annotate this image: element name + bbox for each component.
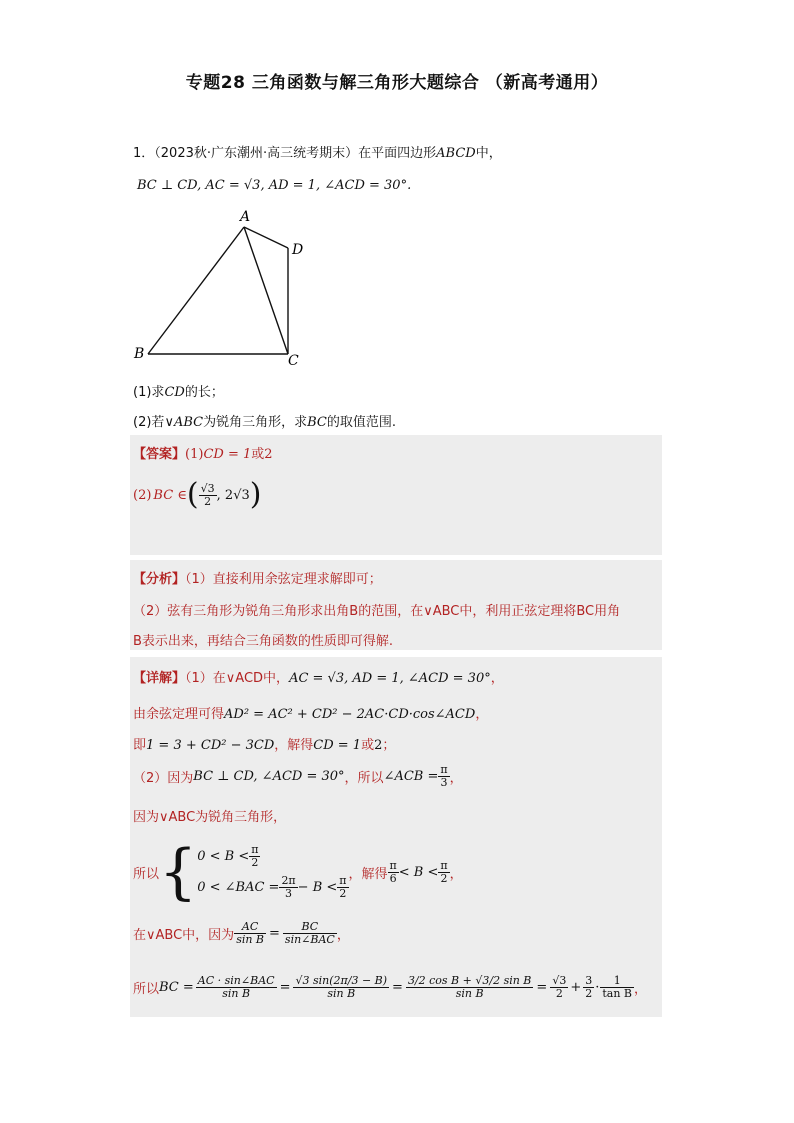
detail-s6-b: ，解得	[348, 866, 388, 882]
range-low-den: 6	[389, 871, 397, 885]
bc-eq-3: =	[536, 979, 548, 995]
bc-f5-num: 3	[585, 973, 593, 987]
ineq-1-left: 0 < B <	[197, 849, 250, 864]
detail-s7: 在∨ABC中，因为	[133, 927, 235, 943]
bc-f3-num: 3/2 cos B + √3/2 sin B	[407, 973, 532, 987]
ineq-2-fraction-a	[279, 875, 297, 900]
problem-line-1	[133, 142, 502, 161]
detail-s3-e: 2	[374, 738, 383, 753]
ineq-2-num-b: π	[339, 874, 347, 887]
detail-tag: 【详解】	[133, 671, 186, 686]
bc-f1-num: AC · sin∠BAC	[197, 973, 275, 987]
question-1	[133, 381, 224, 400]
bc-fraction-4	[550, 975, 568, 1000]
bc-fraction-3	[406, 975, 533, 1000]
answer-line-2	[133, 475, 261, 515]
diagonal-ac	[244, 227, 288, 354]
detail-s2-math: AD² = AC² + CD² − 2AC·CD·cos∠ACD	[224, 707, 476, 722]
vertex-label-c: C	[288, 353, 299, 366]
detail-s1: （1）在∨ACD中，	[185, 671, 290, 686]
detail-s4-math: BC ⊥ CD, ∠ACD = 30°	[193, 768, 345, 784]
analysis-line-2: （2）弦有三角形为锐角三角形求出角B的范围，在∨ABC中，利用正弦定理将BC用角	[133, 604, 621, 619]
detail-s3-f: ；	[382, 738, 396, 753]
detail-s4-fraction	[438, 764, 449, 789]
detail-s2-end: ，	[475, 707, 489, 722]
sine-law-left	[234, 921, 266, 946]
detail-s4-end: ，	[449, 770, 463, 786]
answer-2-upper: , 2√3	[216, 487, 250, 503]
detail-s4-c: ∠ACB =	[383, 768, 439, 784]
detail-s1-end: ，	[490, 671, 504, 686]
q2-pre: 若	[151, 415, 165, 430]
bc-eq-2: =	[392, 979, 403, 995]
detail-s3: 即	[133, 738, 147, 753]
problem-intro: 在平面四边形	[358, 146, 437, 161]
problem-number: 1．	[133, 146, 155, 161]
detail-s3-math: 1 = 3 + CD² − 3CD	[146, 738, 275, 753]
vertex-label-d: D	[292, 242, 304, 258]
range-mid: < B <	[398, 864, 439, 880]
detail-s4-den: 3	[440, 775, 448, 789]
bc-plus: +	[570, 979, 582, 995]
q2-bc: BC	[307, 415, 327, 430]
question-2	[133, 411, 396, 430]
detail-line-5: 因为∨ABC为锐角三角形，	[133, 810, 287, 825]
answer-2-lower-num: √3	[200, 481, 215, 495]
detail-s3-d: 或	[361, 738, 375, 753]
bc-f4-num: √3	[552, 973, 567, 987]
answer-1-alt: 2	[264, 447, 273, 462]
sine-law-right	[283, 921, 337, 946]
bc-label: BC =	[159, 979, 194, 995]
q1-text: 求	[151, 385, 165, 400]
sine-law-right-num: BC	[283, 921, 337, 934]
detail-line-1	[133, 667, 504, 686]
q2-mid: 为锐角三角形，求	[203, 415, 308, 430]
bc-f4-den: 2	[555, 986, 563, 1000]
answer-2-lower-den: 2	[204, 494, 212, 508]
vertex-label-b: B	[134, 346, 145, 362]
detail-s8-end: ，	[634, 981, 648, 997]
detail-s4-num: π	[440, 762, 448, 776]
q1-cd: CD	[164, 385, 185, 400]
bc-fraction-6	[600, 975, 634, 1000]
sine-law-left-num: AC	[234, 921, 266, 934]
ineq-2-mid: − B <	[297, 880, 338, 895]
ineq-1-fraction	[249, 844, 260, 869]
q2-number: (2)	[133, 415, 152, 430]
detail-s3-b: ，解得	[274, 738, 314, 753]
page-title: 专题28 三角函数与解三角形大题综合 （新高考通用）	[185, 73, 609, 93]
analysis-line-3: B表示出来，再结合三角函数的性质即可得解.	[133, 634, 394, 649]
q2-end: 的取值范围.	[326, 415, 396, 430]
detail-s6: 所以	[133, 866, 160, 882]
problem-source: （2023秋·广东潮州·高三统考期末）	[154, 146, 359, 161]
ineq-1-den: 2	[251, 856, 259, 869]
ineq-2-den-b: 2	[339, 887, 347, 900]
bc-dot: ·	[595, 979, 600, 995]
inequality-row-2	[197, 875, 348, 900]
bc-f1-den: sin B	[222, 986, 251, 1000]
range-high-den: 2	[440, 871, 448, 885]
analysis-line-1	[133, 568, 382, 587]
open-paren: (	[186, 477, 199, 512]
detail-s2: 由余弦定理可得	[133, 707, 225, 722]
inequality-system	[197, 844, 348, 900]
bc-f2-den: sin B	[327, 986, 356, 1000]
sine-law-right-den: sin∠BAC	[284, 932, 335, 946]
ineq-2-den-a: 3	[285, 887, 293, 900]
answer-1-label: (1)	[185, 447, 204, 462]
detail-line-3	[133, 734, 395, 753]
answer-2-lower-fraction	[199, 483, 217, 508]
q2-triangle: ∨ABC	[164, 415, 204, 430]
bc-f5-den: 2	[585, 986, 593, 1000]
detail-s8: 所以	[133, 981, 160, 997]
vertex-label-a: A	[240, 209, 251, 225]
bc-eq-1: =	[279, 979, 291, 995]
detail-line-8	[133, 962, 647, 1012]
bc-f6-den: tan B	[602, 986, 633, 1000]
answer-2-bc: BC ∈	[153, 487, 187, 503]
ineq-2-left: 0 < ∠BAC =	[197, 880, 280, 895]
detail-line-4	[133, 760, 463, 792]
detail-s3-c: CD = 1	[313, 738, 362, 753]
edge-ab	[148, 227, 244, 354]
detail-s7-end: ，	[336, 927, 350, 943]
ineq-1-num: π	[251, 843, 259, 856]
given-conditions: BC ⊥ CD, AC = √3, AD = 1, ∠ACD = 30°.	[137, 178, 412, 193]
quadrilateral-figure	[130, 206, 310, 366]
detail-s1-math: AC = √3, AD = 1, ∠ACD = 30°	[289, 671, 491, 686]
q1-number: (1)	[133, 385, 152, 400]
analysis-tag: 【分析】	[133, 572, 186, 587]
sine-law-eq: =	[269, 925, 280, 941]
ineq-2-num-a: 2π	[281, 874, 296, 887]
problem-intro-end: 中，	[475, 146, 502, 161]
q1-end: 的长；	[184, 385, 224, 400]
bc-f3-den: sin B	[455, 986, 484, 1000]
answer-2-label: (2)	[133, 487, 152, 503]
inequality-row-1	[197, 844, 348, 869]
quad-name: ABCD	[436, 146, 476, 161]
bc-fraction-2	[293, 975, 389, 1000]
range-fraction-high	[438, 860, 449, 885]
detail-s4-b: ，所以	[344, 770, 384, 786]
detail-s4: （2）因为	[133, 770, 194, 786]
detail-s6-end: ，	[449, 866, 463, 882]
bc-fraction-5	[583, 975, 594, 1000]
system-brace: {	[159, 837, 198, 907]
bc-f2-num: √3 sin(2π/3 − B)	[295, 973, 388, 987]
answer-line-1	[133, 443, 273, 462]
answer-1-value: CD = 1	[203, 447, 252, 462]
close-paren: )	[249, 477, 262, 512]
detail-line-7	[133, 915, 350, 951]
sine-law-left-den: sin B	[236, 932, 265, 946]
range-high-num: π	[440, 858, 448, 872]
range-low-num: π	[389, 858, 397, 872]
bc-f6-num: 1	[600, 975, 634, 988]
answer-1-or: 或	[251, 447, 265, 462]
analysis-text-1: （1）直接利用余弦定理求解即可；	[185, 572, 382, 587]
range-fraction-low	[388, 860, 399, 885]
answer-tag: 【答案】	[133, 447, 186, 462]
detail-line-6	[133, 832, 463, 912]
detail-line-2	[133, 703, 488, 722]
bc-fraction-1	[196, 975, 277, 1000]
ineq-2-fraction-b	[337, 875, 348, 900]
